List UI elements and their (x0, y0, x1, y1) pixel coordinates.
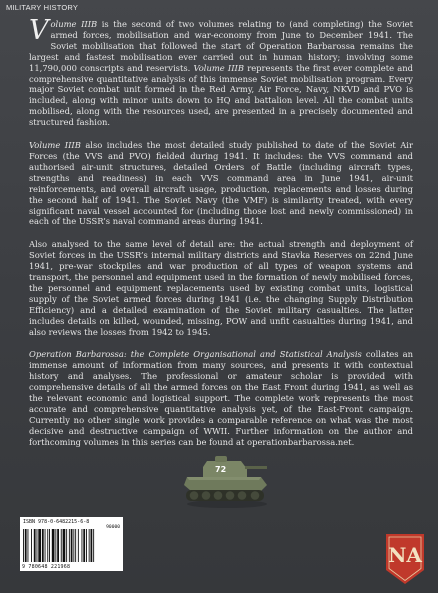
paragraph-4 (29, 349, 413, 447)
ean-number: 9 780648 221968 (22, 564, 71, 570)
drop-cap: V (29, 15, 49, 46)
barcode-bar (28, 529, 29, 562)
category-label: MILITARY HISTORY (6, 3, 79, 12)
paragraph-2 (29, 140, 413, 227)
barcode-bar (25, 529, 27, 562)
isbn-text: ISBN 978-0-6482215-6-8 (23, 519, 90, 525)
paragraph-1-text-b: represents the first ever complete and comprehensive quantitative analysis of this immense Soviet mobilisation program. Every major Soviet combat unit formed in the Red Army, Air Force, Navy, NKVD and PVO is included, along with minor units down to HQ and battalion level. All the combat units mobilised, along with the resources used, are presented in a precisely documented and structured fashion. (29, 62, 413, 128)
paragraph-4-text: collates an immense amount of information from many sources, and presents it with contextual history and analyses. The professional or amateur scholar is provided with comprehensive details of all the armed forces on the East Front during 1941, as well as the relevant economic and logistical support. The complete work represents the most accurate and comprehensive quantitative analysis yet, of the East-Front campaign. Currently no other single work provides a comparable reference on what was the most decisive and destructive campaign of WWII. Further information on the author and forthcoming volumes in this series can be found at operationbarbarossa.net. (29, 349, 413, 447)
volume-title-inline-3: Volume IIIB (29, 140, 81, 151)
barcode-bar (86, 529, 87, 562)
barcode-bar (42, 529, 44, 562)
publisher-logo-text: NA (388, 543, 422, 567)
volume-title-inline: olume IIIB (50, 19, 98, 29)
barcode-bar (75, 529, 76, 562)
paragraph-1 (29, 15, 413, 128)
series-title-inline: Operation Barbarossa: the Complete Organisational and Statistical Analysis (29, 349, 362, 360)
barcode-bar (38, 529, 41, 562)
barcode-bar (66, 529, 67, 562)
barcode-bar (37, 529, 38, 562)
barcode-bar (23, 529, 24, 562)
barcode-bar (89, 529, 90, 562)
barcode-bars (23, 529, 120, 562)
isbn-barcode (20, 517, 123, 571)
barcode-bar (52, 529, 55, 562)
price-code: 90000 (106, 525, 120, 530)
barcode-bar (34, 529, 36, 562)
barcode-bar (71, 529, 73, 562)
barcode-bar (69, 529, 70, 562)
paragraph-1-text-a: is the second of two volumes relating to (and completing) the Soviet armed forces, mobilisation and war-economy from June to December 1941. The Soviet mobilisation that followed the start of Operation Barbarossa remains the largest and fastest mobilisation ever carried out in human history; involving some 11,790,000 conscripts and reservists. (29, 19, 413, 73)
barcode-bar (63, 529, 66, 562)
blurb-text (29, 15, 413, 460)
barcode-bar (45, 529, 46, 562)
barcode-bar (55, 529, 56, 562)
barcode-bar (82, 529, 83, 562)
barcode-bar (61, 529, 62, 562)
barcode-bar (91, 529, 93, 562)
barcode-bar (31, 529, 32, 562)
barcode-bar (93, 529, 94, 562)
barcode-bar (47, 529, 48, 562)
barcode-bar (73, 529, 74, 562)
tank-number: 72 (215, 465, 227, 474)
tank-illustration (181, 447, 269, 509)
volume-title-inline-2: Volume IIIB (193, 62, 245, 73)
barcode-bar (83, 529, 85, 562)
barcode-bar (78, 529, 79, 562)
barcode-bar (57, 529, 59, 562)
paragraph-2-text: also includes the most detailed study published to date of the Soviet Air Forces (the VVS and PVO) fielded during 1941. It includes: the VVS command and authorised air-unit structures, detailed Orders of Battle (including aircraft types, strengths and readiness) in each VVS command area in June 1941, air-unit reinforcements, and overall aircraft usage, production, replacements and losses during the second half of 1941. The Soviet Navy (the VMF) is similarity treated, with every significant naval vessel accounted for (including those lost and newly commissioned) in each of the USSR’s naval command areas during 1941. (29, 140, 413, 227)
barcode-bar (49, 529, 50, 562)
publisher-logo (382, 530, 428, 586)
paragraph-3: Also analysed to the same level of detail are: the actual strength and deployment of Soviet forces in the USSR’s internal military districts and Stavka Reserves on 22nd June 1941, pre-war stockpiles and war production of all types of weapon systems and transport, the personnel and equipment used in the formation of newly mobilised forces, the personnel and equipment replacements used by existing combat units, logistical supply of the Soviet armed forces during 1941 (i.e. the changing Supply Distribution Efficiency) and a detailed examination of the Soviet military casualties. The latter includes details on killed, wounded, missing, POW and unfit casualties during 1941, and also reviews the losses from 1942 to 1945. (29, 239, 413, 337)
